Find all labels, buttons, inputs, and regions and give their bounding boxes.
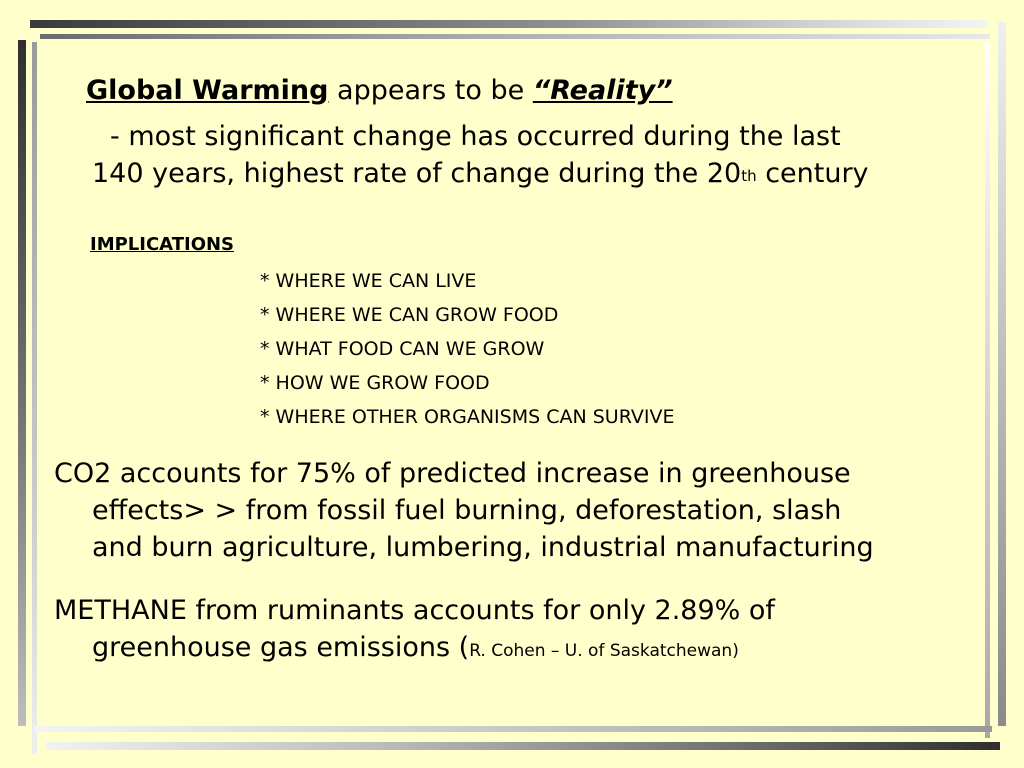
methane-line-2-text: greenhouse gas emissions (: [92, 632, 470, 663]
co2-line-2: effects> > from fossil fuel burning, deforestation, slash: [92, 495, 842, 526]
frame-bar-bottom-inner: [34, 726, 992, 732]
list-item: * HOW WE GROW FOOD: [260, 372, 490, 394]
methane-line-1: METHANE from ruminants accounts for only 2.89% of: [54, 595, 775, 626]
methane-line-2: [54, 629, 775, 670]
title-reality: “Reality”: [532, 75, 673, 106]
list-item: * WHAT FOOD CAN WE GROW: [260, 338, 545, 360]
list-item: * WHERE WE CAN LIVE: [260, 270, 477, 292]
frame-bar-bottom: [46, 742, 1000, 750]
implications-list: [260, 264, 674, 434]
frame-bar-top: [30, 20, 988, 28]
frame-bar-left: [18, 40, 26, 726]
frame-bar-left-inner: [32, 42, 37, 754]
frame-bar-top-inner: [40, 34, 990, 39]
subtitle-superscript: th: [741, 167, 757, 185]
co2-line-1: CO2 accounts for 75% of predicted increase in greenhouse: [54, 458, 851, 489]
frame-bar-right-inner: [985, 42, 990, 738]
list-item: * WHERE OTHER ORGANISMS CAN SURVIVE: [260, 406, 675, 428]
methane-paragraph: [54, 592, 775, 670]
slide-title: [86, 74, 673, 108]
frame-bar-right: [998, 22, 1006, 726]
implications-heading: IMPLICATIONS: [90, 234, 235, 255]
subtitle-line-1: - most significant change has occurred during the last: [110, 121, 841, 152]
title-global-warming: Global Warming: [86, 75, 329, 106]
title-appears: appears to be: [328, 75, 533, 106]
subtitle-line-2-text: 140 years, highest rate of change during the 20: [92, 158, 742, 189]
co2-line-3: and burn agriculture, lumbering, industrial manufacturing: [92, 532, 874, 563]
subtitle-line-2-end: century: [756, 158, 869, 189]
list-item: * WHERE WE CAN GROW FOOD: [260, 304, 559, 326]
methane-citation: R. Cohen – U. of Saskatchewan): [469, 641, 739, 661]
subtitle-line-2: [92, 155, 869, 193]
co2-paragraph: [54, 455, 874, 566]
